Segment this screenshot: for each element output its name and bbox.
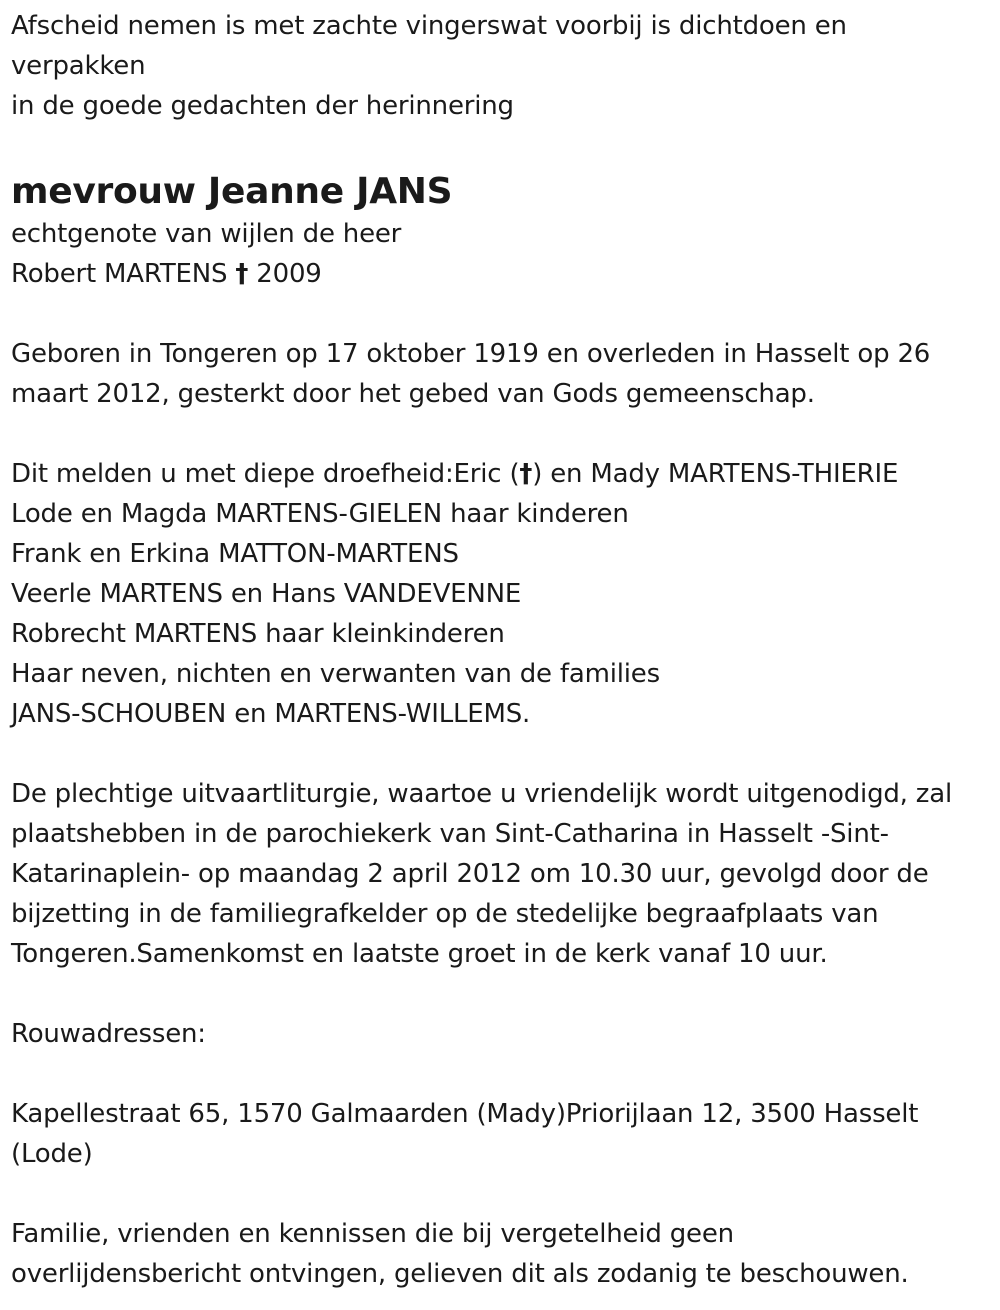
closing-line: Familie, vrienden en kennissen die bij vergetelheid geen bbox=[11, 1219, 734, 1249]
spouse-name: Robert MARTENS bbox=[11, 259, 228, 289]
family-line: Lode en Magda MARTENS-GIELEN haar kinderen bbox=[11, 499, 629, 529]
closing-line: overlijdensbericht ontvingen, gelieven dit als zodanig te beschouwen. bbox=[11, 1259, 909, 1289]
spacer bbox=[11, 1054, 1000, 1094]
family-line: Haar neven, nichten en verwanten van de families bbox=[11, 659, 660, 689]
funeral-line: bijzetting in de familiegrafkelder op de stedelijke begraafplaats van bbox=[11, 899, 879, 929]
family-line: JANS-SCHOUBEN en MARTENS-WILLEMS. bbox=[11, 699, 531, 729]
family-section bbox=[11, 454, 1000, 734]
cross-icon: † bbox=[235, 259, 249, 289]
cross-icon: † bbox=[519, 459, 533, 489]
spacer bbox=[11, 974, 1000, 1014]
poem-line: in de goede gedachten der herinnering bbox=[11, 91, 514, 121]
address-line: (Lode) bbox=[11, 1139, 93, 1169]
deceased-name: mevrouw Jeanne JANS bbox=[11, 171, 453, 212]
family-line bbox=[11, 454, 1000, 494]
family-line: Veerle MARTENS en Hans VANDEVENNE bbox=[11, 579, 522, 609]
addresses-section bbox=[11, 1014, 1000, 1174]
addresses-heading: Rouwadressen: bbox=[11, 1019, 206, 1049]
spouse-name-line bbox=[11, 254, 1000, 294]
family-line: Robrecht MARTENS haar kleinkinderen bbox=[11, 619, 505, 649]
deceased-section bbox=[11, 170, 1000, 294]
spacer bbox=[11, 1174, 1000, 1214]
funeral-line: Tongeren.Samenkomst en laatste groet in de kerk vanaf 10 uur. bbox=[11, 939, 828, 969]
closing-section bbox=[11, 1214, 1000, 1294]
spacer bbox=[11, 126, 1000, 170]
funeral-section bbox=[11, 774, 1000, 974]
spacer bbox=[11, 734, 1000, 774]
address-line: Kapellestraat 65, 1570 Galmaarden (Mady)Priorijlaan 12, 3500 Hasselt bbox=[11, 1099, 919, 1129]
family-line: Frank en Erkina MATTON-MARTENS bbox=[11, 539, 459, 569]
spouse-death-year: 2009 bbox=[256, 259, 322, 289]
birth-line: maart 2012, gesterkt door het gebed van Gods gemeenschap. bbox=[11, 379, 815, 409]
poem-line: Afscheid nemen is met zachte vingerswat voorbij is dichtdoen en bbox=[11, 11, 847, 41]
birth-death-section bbox=[11, 334, 1000, 414]
spouse-line: echtgenote van wijlen de heer bbox=[11, 219, 402, 249]
funeral-line: De plechtige uitvaartliturgie, waartoe u vriendelijk wordt uitgenodigd, zal bbox=[11, 779, 953, 809]
birth-line: Geboren in Tongeren op 17 oktober 1919 en overleden in Hasselt op 26 bbox=[11, 339, 931, 369]
family-line-text: ) en Mady MARTENS-THIERIE bbox=[532, 459, 899, 489]
spacer bbox=[11, 294, 1000, 334]
poem-section bbox=[11, 6, 1000, 126]
spacer bbox=[11, 414, 1000, 454]
poem-line: verpakken bbox=[11, 51, 146, 81]
family-line-text: Dit melden u met diepe droefheid:Eric ( bbox=[11, 459, 520, 489]
funeral-line: plaatshebben in de parochiekerk van Sint-Catharina in Hasselt -Sint- bbox=[11, 819, 889, 849]
funeral-line: Katarinaplein- op maandag 2 april 2012 om 10.30 uur, gevolgd door de bbox=[11, 859, 929, 889]
